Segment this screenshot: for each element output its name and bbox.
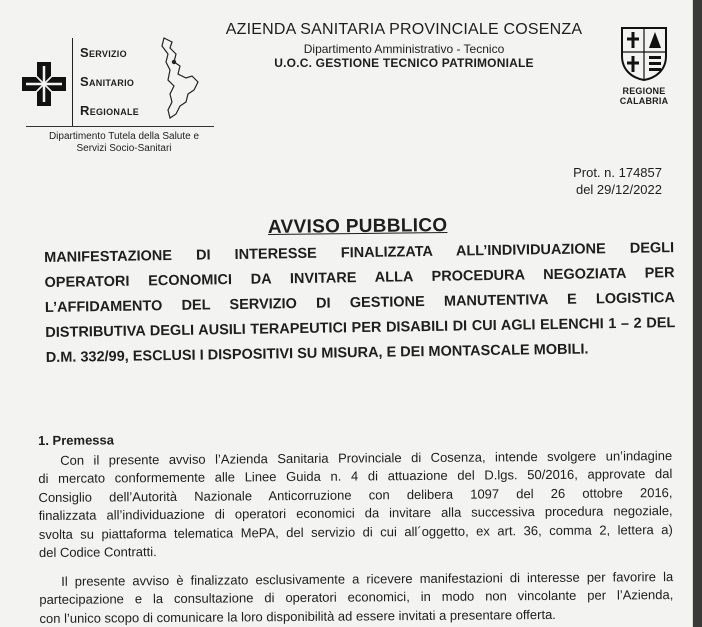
paragraph-line: Con il presente avviso l’Azienda Sanitaria Provinciale di Cosenza, intende svolgere un’indagine	[60, 447, 673, 468]
subject-line: L’AFFIDAMENTO DEL SERVIZIO DI GESTIONE MANUTENTIVA E LOGISTICA	[44, 290, 676, 316]
paragraph-line: Consiglio dell’Autorità Nazionale Anticorruzione con delibera 1097 del 26 ottobre 2016,	[38, 484, 673, 505]
regione-calabria-block	[600, 22, 688, 106]
header-center	[218, 20, 590, 70]
ssr-word-1: Servizio	[80, 45, 127, 60]
subject-line: OPERATORI ECONOMICI DA INVITARE ALLA PROCEDURA NEGOZIATA PER	[44, 265, 675, 291]
regione-calabria-emblem-icon	[618, 22, 670, 82]
paragraph-2	[39, 568, 673, 627]
section-heading: 1. Premessa	[38, 432, 115, 448]
subject-line: MANIFESTAZIONE DI INTERESSE FINALIZZATA ALL’INDIVIDUAZIONE DEGLI	[44, 240, 675, 266]
regione-calabria-label: REGIONE CALABRIA	[619, 86, 669, 106]
protocol-date: del 29/12/2022	[575, 182, 662, 197]
paragraph-line: Il presente avviso è finalizzato esclusivamente a ricevere manifestazioni di interesse per favorire la	[61, 568, 674, 589]
paragraph-line: partecipazione e la consultazione di operatori economici, in modo non vincolante per l’Azienda,	[39, 587, 674, 607]
ssr-word-3: Regionale	[80, 103, 140, 118]
paragraph-line: di mercato conformemente alle Linee Guida n. 4 di attuazione del D.lgs. 50/2016, approvate dal	[38, 466, 673, 486]
subject-line: D.M. 332/99, ESCLUSI I DISPOSITIVI SU MISURA, E DEI MONTASCALE MOBILI.	[45, 341, 589, 366]
protocol-block	[573, 164, 662, 198]
paragraph-line: svolta su piattaforma telematica MePA, del servizio di cui all´oggetto, ex art. 36, comma 2, lettera a)	[38, 521, 673, 542]
document-title: AVVISO PUBBLICO	[267, 215, 448, 238]
document-subject	[44, 236, 676, 371]
asp-name: AZIENDA SANITARIA PROVINCIALE COSENZA	[225, 21, 583, 38]
ssr-cross-logo-icon	[22, 62, 66, 106]
calabria-map-icon	[158, 36, 206, 120]
asp-uoc: U.O.C. GESTIONE TECNICO PATRIMONIALE	[274, 56, 534, 70]
subject-line: DISTRIBUTIVA DEGLI AUSILI TERAPEUTICI PER DISABILI DI CUI AGLI ELENCHI 1 – 2 DEL	[45, 315, 676, 341]
dept-tutela-line-2: Servizi Socio-Sanitari	[76, 143, 172, 154]
dept-tutela	[38, 131, 210, 155]
ssr-word-2: Sanitario	[80, 74, 135, 89]
asp-department: Dipartimento Amministrativo - Tecnico	[303, 42, 505, 56]
paragraph-1	[38, 447, 673, 563]
document-body	[38, 427, 674, 627]
ssr-words	[80, 38, 139, 125]
ssr-divider-horizontal	[26, 126, 214, 127]
dept-tutela-line-1: Dipartimento Tutela della Salute e	[48, 131, 200, 142]
paragraph-line: finalizzata all’individuazione di operatori economici da invitare alla successiva procedura negoziale,	[38, 503, 673, 523]
paragraph-line: del Codice Contratti.	[38, 544, 157, 560]
paragraph-line: con l’unico scopo di comunicare la loro disponibilità ad essere invitati a presentare offerta.	[39, 606, 556, 626]
ssr-divider-vertical	[72, 38, 73, 126]
protocol-number: Prot. n. 174857	[573, 165, 662, 180]
